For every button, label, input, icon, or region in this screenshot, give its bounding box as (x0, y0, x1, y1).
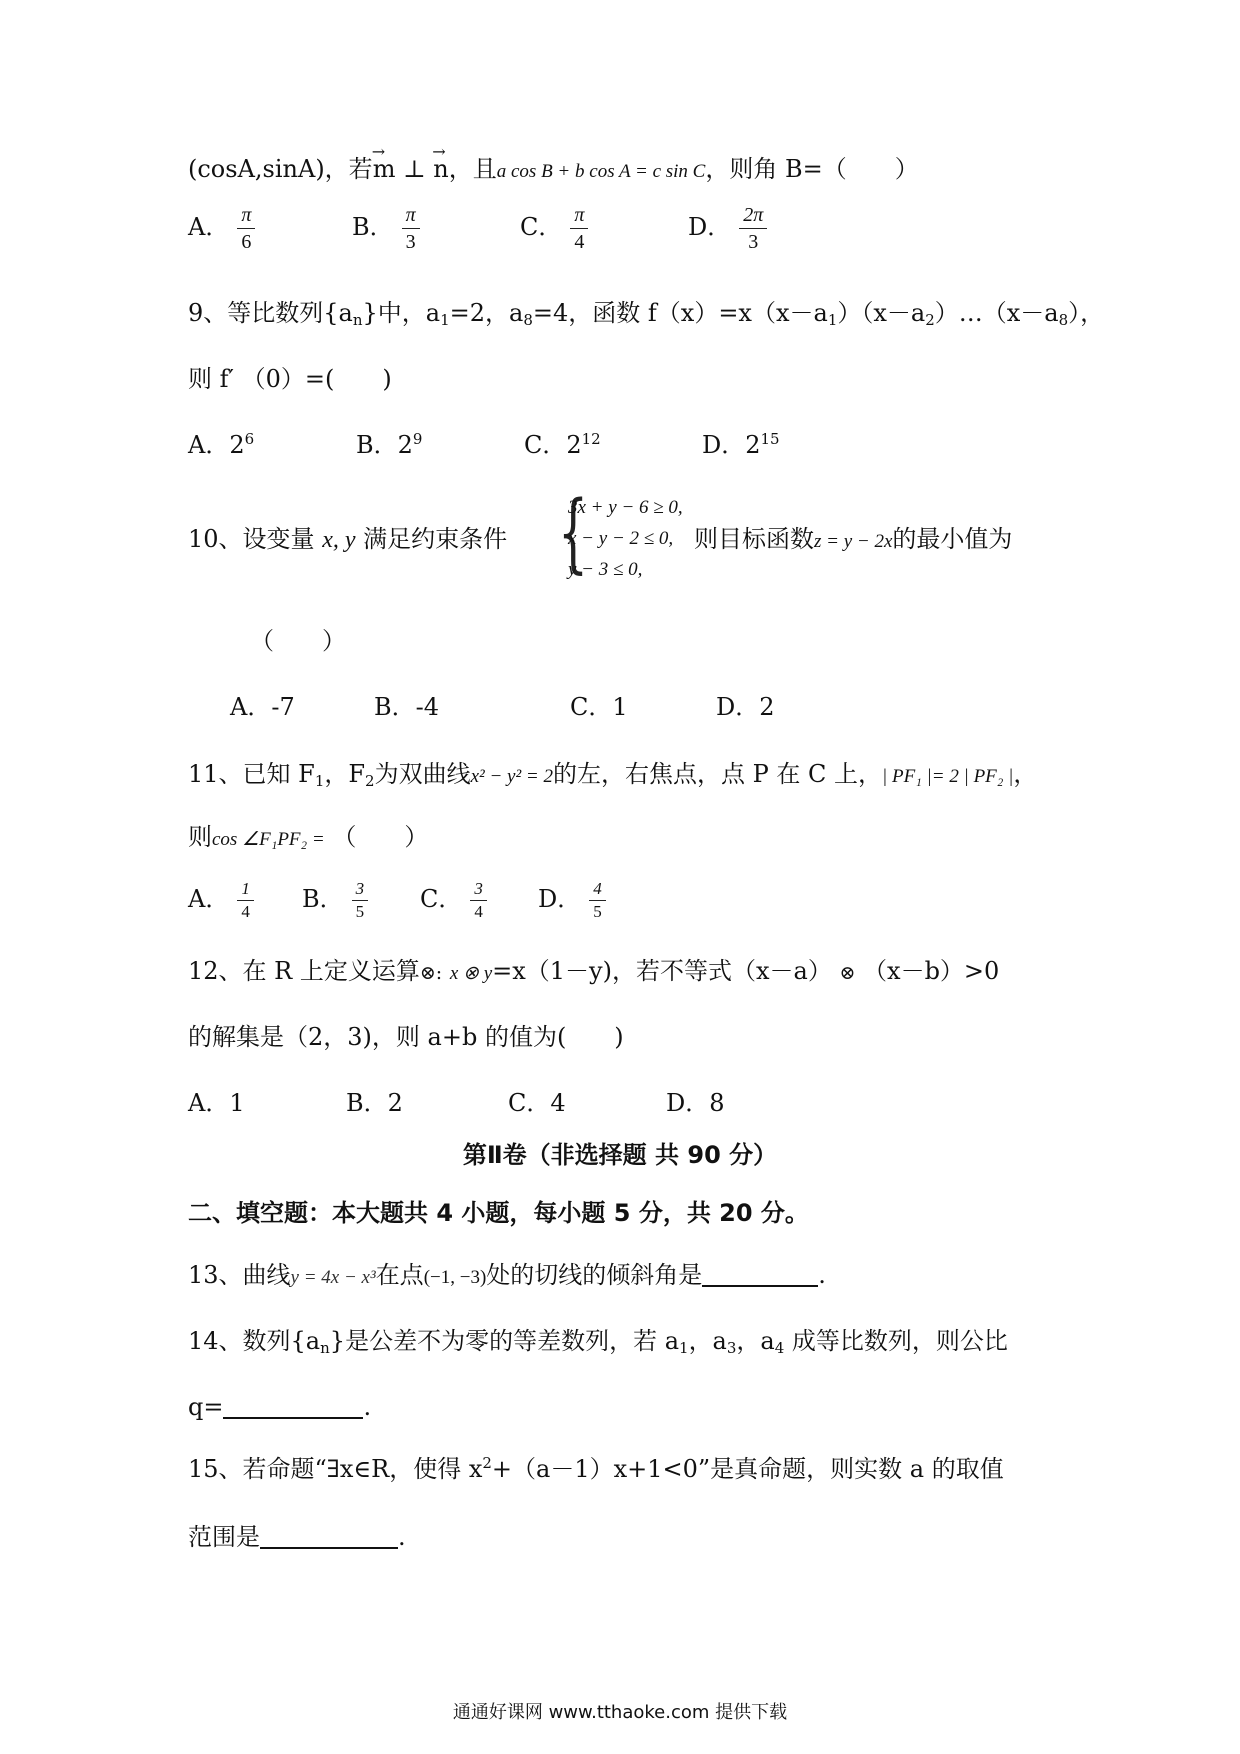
q8-text-c: ，则角 B=（ ） (705, 155, 919, 183)
answer-blank (260, 1521, 398, 1549)
q12-stem: 12、在 R 上定义运算⊗: x ⊗ y=x（1－y)，若不等式（x－a） ⊗ （x－b）>0 (188, 957, 1000, 985)
q9-option-c: C．$2^{12}$ (524, 430, 601, 459)
q15-stem-line2: 范围是 . (188, 1523, 406, 1551)
q9-stem: 9、等比数列$\{a_n\}$中，$a_1=2$，$a_8=4$，函数 $f(x)=x(x-a_1)(x-a_2)\dots(x-a_8)$， (188, 299, 1105, 329)
q12-option-d: D．8 (666, 1089, 725, 1117)
constraint-2: x − y − 2 ≤ 0, (568, 528, 674, 549)
hyperbola-equation: x² − y² = 2 (470, 766, 553, 787)
q14-stem-line2: q= . (188, 1393, 372, 1421)
constraint-3: y − 3 ≤ 0, (568, 559, 643, 580)
vector-m: → m (373, 152, 396, 186)
cos-angle-expression: cos ∠F₁PF₂ = (212, 829, 325, 850)
vector-n: → n (433, 152, 448, 186)
q12-operation: x ⊗ y (449, 963, 493, 984)
q10-option-a: A．-7 (230, 693, 295, 721)
q10-option-b: B．-4 (374, 693, 440, 721)
q12-option-b: B．2 (346, 1089, 403, 1117)
section-heading: 二、填空题：本大题共 4 小题，每小题 5 分，共 20 分。 (188, 1199, 809, 1227)
constraint-1: 3x + y − 6 ≥ 0, (568, 497, 683, 518)
q13-stem: 13、曲线y = 4x − x³在点(−1, −3)处的切线的倾斜角是 . (188, 1261, 826, 1289)
q10-paren: （ ） (250, 627, 346, 655)
q9-option-b: B．$2^9$ (356, 430, 423, 459)
q11-option-b: B． $\frac{3}{5}$ (302, 880, 368, 921)
q8-stem (188, 152, 919, 189)
q12-option-a: A．1 (188, 1089, 245, 1117)
section-title: 第Ⅱ卷（非选择题 共 90 分） (462, 1141, 778, 1169)
q9-option-d: D．$2^{15}$ (702, 430, 780, 459)
q10-stem-b: 则目标函数z = y − 2x的最小值为 (694, 525, 1013, 553)
q14-stem: 14、数列$\{a_n\}$是公差不为零的等差数列，若 $a_1$，$a_3$，$a_4$ 成等比数列，则公比 (188, 1327, 1008, 1357)
answer-blank (702, 1259, 818, 1287)
q8-equation: a cos B + b cos A = c sin C (496, 161, 706, 182)
point-coordinates: (−1, −3) (423, 1267, 487, 1288)
page-footer: 通通好课网 www.tthaoke.com 提供下载 (452, 1702, 788, 1723)
brace-symbol: { (558, 483, 589, 583)
q10-option-d: D．2 (716, 693, 775, 721)
q10-constraints (568, 492, 683, 585)
q8-option-b: B． $\frac{\pi}{3}$ (352, 204, 420, 253)
q9-option-a: A．$2^6$ (188, 430, 255, 459)
q11-stem-line2: 则cos ∠F₁PF₂ = （ ） (188, 823, 429, 851)
q8-option-d: D． $\frac{2\pi}{3}$ (688, 204, 767, 253)
q8-option-a: A． $\frac{\pi}{6}$ (188, 204, 255, 253)
perp-symbol: ⊥ (395, 155, 434, 183)
otimes-symbol: ⊗: (419, 962, 443, 984)
q10-stem-a: 10、设变量 x, y 满足约束条件 (188, 525, 508, 553)
q8-option-c: C． $\frac{\pi}{4}$ (520, 204, 588, 253)
otimes-symbol-2: ⊗ (839, 962, 856, 984)
q11-stem: 11、已知 $F_1$，$F_2$为双曲线x² − y² = 2的左，右焦点，点 P 在 C 上，| PF₁ |= 2 | PF₂ |， (188, 760, 1038, 790)
q10-objective: z = y − 2x (814, 531, 893, 552)
q10-vars: x, y (322, 527, 356, 553)
q12-option-c: C．4 (508, 1089, 566, 1117)
q8-text-b: ，且 (448, 155, 497, 183)
q11-option-a: A． $\frac{1}{4}$ (188, 880, 254, 921)
answer-blank (223, 1391, 363, 1419)
focal-condition: | PF₁ |= 2 | PF₂ | (882, 766, 1014, 787)
q8-text-a: (cosA,sinA)，若 (188, 155, 373, 183)
q12-stem-line2: 的解集是（2，3)，则 a+b 的值为( ) (188, 1023, 624, 1051)
q11-option-d: D． $\frac{4}{5}$ (538, 880, 606, 921)
curve-equation: y = 4x − x³ (290, 1267, 376, 1288)
q9-stem-line2: 则 f′ （0）=( ) (188, 365, 392, 393)
q10-option-c: C．1 (570, 693, 628, 721)
q15-stem: 15、若命题“∃x∈R，使得 $x^2+(a-1)x+1<0$”是真命题，则实数 a 的取值 (188, 1454, 1004, 1483)
q11-option-c: C． $\frac{3}{4}$ (420, 880, 487, 921)
